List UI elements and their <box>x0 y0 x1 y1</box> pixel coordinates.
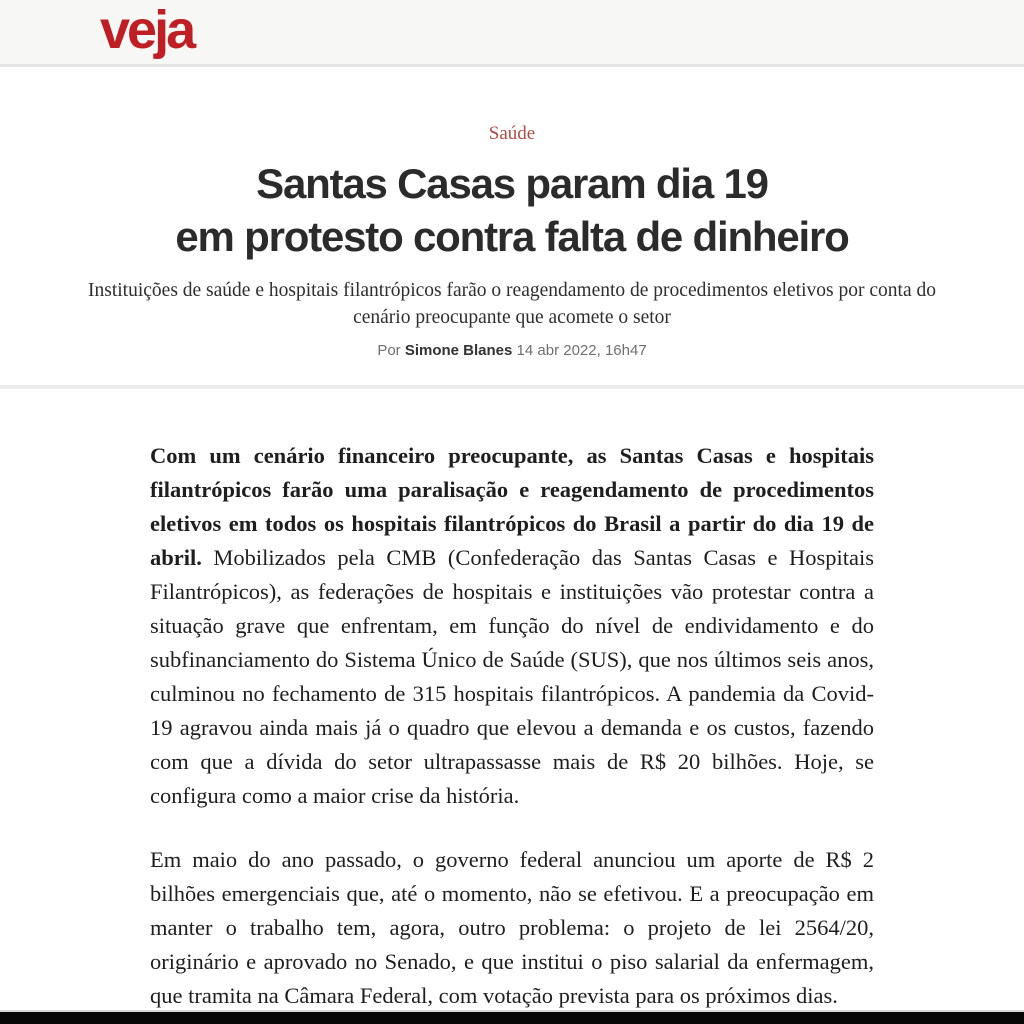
article-body <box>150 439 874 1013</box>
paragraph-2: Em maio do ano passado, o governo federal anunciou um aporte de R$ 2 bilhões emergenciais que, até o momento, não se efetivou. E a preocupação em manter o trabalho tem, agora, outro problema: o projeto de lei 2564/20, originário e aprovado no Senado, e que institui o piso salarial da enfermagem, que tramita na Câmara Federal, com votação prevista para os próximos dias. <box>150 847 874 1009</box>
site-header <box>0 0 1024 67</box>
paragraph-1 <box>150 439 874 813</box>
section-divider <box>0 385 1024 389</box>
bottom-letterbox-bar <box>0 1010 1024 1024</box>
article-header <box>0 67 1024 359</box>
author-link[interactable]: Simone Blanes <box>404 342 513 360</box>
paragraph-1-rest: Mobilizados pela CMB (Confederação das Santas Casas e Hospitais Filantrópicos), as federações de hospitais e instituições vão protestar contra a situação grave que enfrentam, em função do nível de endividamento e do subfinanciamento do Sistema Único de Saúde (SUS), que nos últimos seis anos, culminou no fechamento de 315 hospitais filantrópicos. A pandemia da Covid-19 agravou ainda mais já o quadro que elevou a demanda e os custos, fazendo com que a dívida do setor ultrapassasse mais de R$ 20 bilhões. Hoje, se configura como a maior crise da história. <box>150 545 874 809</box>
byline <box>0 342 1024 359</box>
headline-line-2: em protesto contra falta de dinheiro <box>175 213 849 261</box>
lead-bold-text: Com um cenário financeiro preocupante, as Santas Casas e hospitais filantrópicos farão uma paralisação e reagendamento de procedimentos eletivos em todos os hospitais filantrópicos do Brasil a partir do dia 19 de abril. <box>150 443 874 571</box>
byline-prefix: Por <box>377 342 405 360</box>
publish-date: 14 abr 2022, 16h47 <box>512 342 647 360</box>
category-link[interactable]: Saúde <box>488 123 536 144</box>
page-title <box>0 157 1024 264</box>
article-page <box>0 67 1024 1013</box>
veja-logo[interactable]: veja <box>100 0 194 60</box>
article-subtitle: Instituições de saúde e hospitais filantrópicos farão o reagendamento de procedimentos eletivos por conta do cenário preocupante que acomete o setor <box>88 279 936 328</box>
headline-line-1: Santas Casas param dia 19 <box>256 160 768 207</box>
